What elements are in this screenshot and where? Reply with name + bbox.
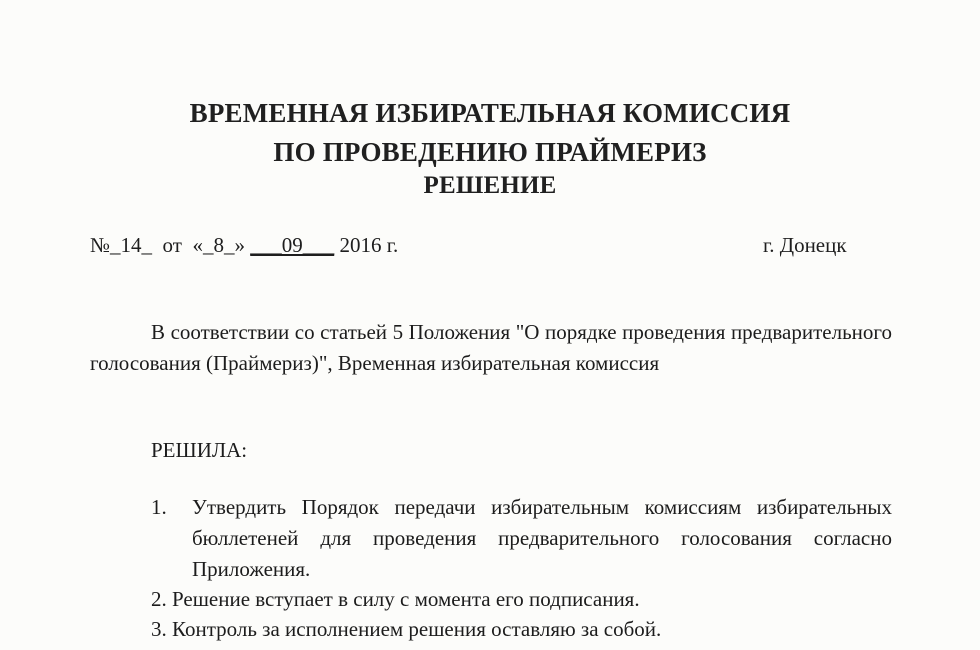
decision-number-date [90, 233, 398, 258]
number-prefix: №_ [90, 233, 121, 257]
city: г. Донецк [763, 233, 847, 257]
decision-item-3: 3. Контроль за исполнением решения оставляю за собой. [151, 617, 662, 641]
date-day-suffix: _» [223, 233, 251, 257]
commission-title-line-1: ВРЕМЕННАЯ ИЗБИРАТЕЛЬНАЯ КОМИССИЯ [189, 98, 791, 128]
intro-paragraph: В соответствии со статьей 5 Положения "О порядке проведения предварительного голосования (Праймериз)", Временная избирательная комиссия [90, 320, 892, 375]
date-year: 2016 г. [334, 233, 399, 257]
document-type-title: РЕШЕНИЕ [423, 172, 557, 199]
date-prefix: _ от «_ [141, 233, 214, 257]
resolved-heading: РЕШИЛА: [151, 438, 248, 462]
decision-item-1-text: Утвердить Порядок передачи избирательным комиссиям избирательных бюллетеней для проведения предварительного голосования согласно Приложения. [192, 495, 892, 581]
date-month: ___09___ [250, 233, 335, 257]
decision-item-1-number: 1. [151, 495, 167, 519]
decision-item-2: 2. Решение вступает в силу с момента его подписания. [151, 587, 640, 611]
decision-item-1 [151, 492, 892, 585]
date-day: 8 [213, 233, 224, 257]
decision-number: 14 [120, 233, 142, 257]
commission-title-line-2: ПО ПРОВЕДЕНИЮ ПРАЙМЕРИЗ [273, 137, 707, 167]
